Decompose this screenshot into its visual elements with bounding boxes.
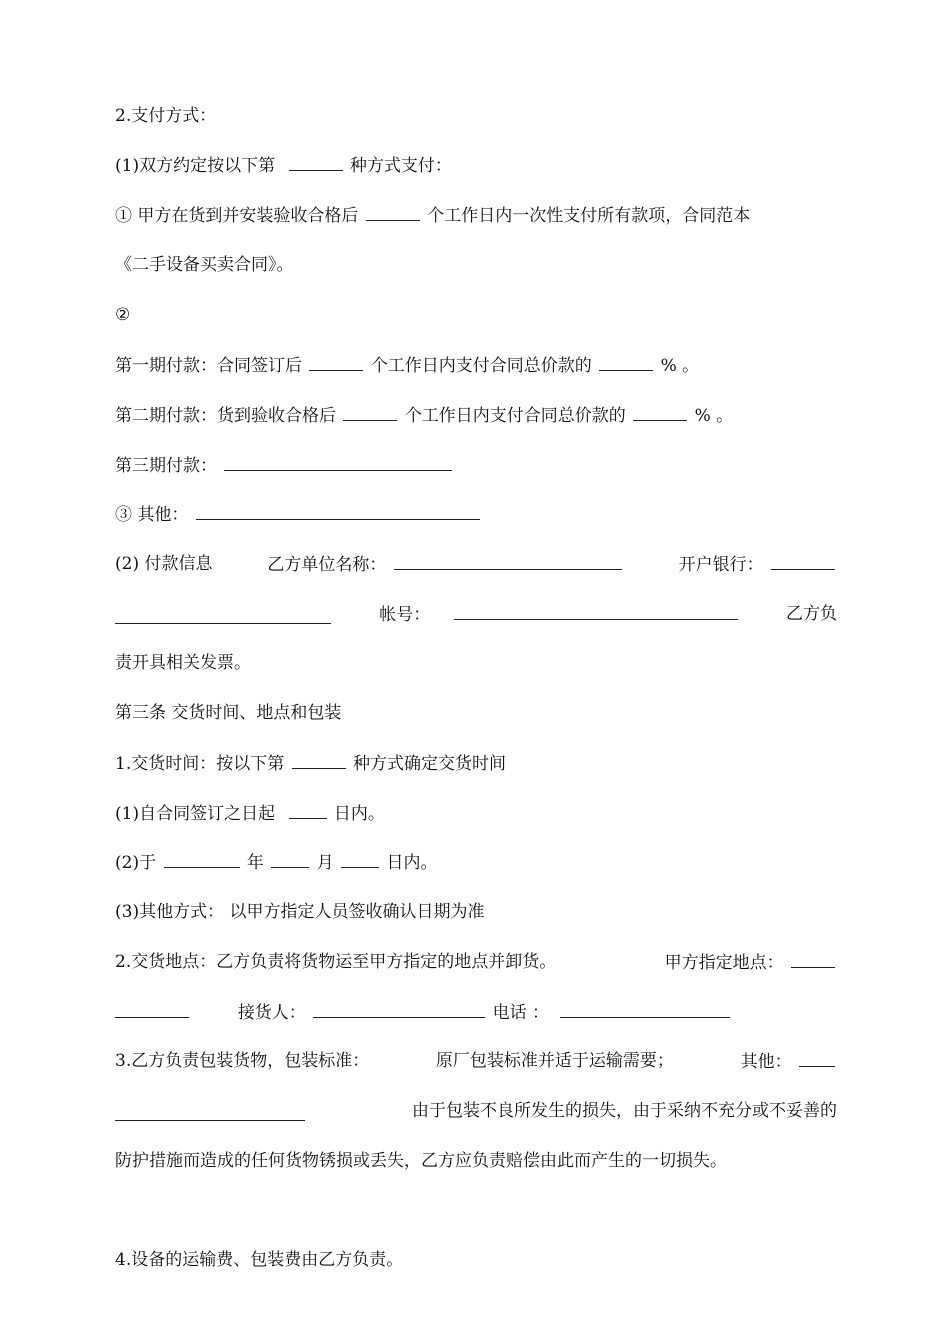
third-payment-blank[interactable] [224, 452, 452, 471]
first-payment [115, 352, 837, 378]
bank-blank[interactable] [771, 551, 835, 570]
time2-month: 月 [316, 853, 334, 873]
payment-heading [115, 103, 837, 129]
packaging-other-blank-cont[interactable] [115, 1102, 305, 1121]
packaging-loss-text: 由于包装不良所发生的损失，由于采纳不充分或不妥善的 [412, 1101, 837, 1121]
payment-option-3 [115, 501, 837, 527]
second-payment [115, 402, 837, 428]
payment-option-1-cont [115, 252, 837, 278]
bank-label: 开户银行： [678, 554, 764, 575]
invoice-text-b: 责开具相关发票。 [115, 653, 251, 673]
packaging [115, 1048, 837, 1074]
delivery-heading [115, 700, 837, 726]
option-intro-suffix: 种方式支付： [349, 156, 452, 176]
time2-month-blank[interactable] [271, 849, 309, 868]
delivery-time-suffix: 种方式确定交货时间 [353, 754, 507, 774]
packaging-standard: 原厂包装标准并适于运输需要； [435, 1051, 674, 1071]
delivery-place-text: 2.交货地点：乙方负责将货物运至甲方指定的地点并卸货。 [115, 952, 557, 972]
receiver-blank[interactable] [313, 999, 485, 1018]
delivery-time-2 [115, 849, 837, 875]
packaging-compensation-text: 防护措施而造成的任何货物锈损或丢失，乙方应负责赔偿由此而产生的一切损失。 [115, 1151, 727, 1171]
company-name-label: 乙方单位名称： [267, 554, 387, 575]
payment-info-row-3 [115, 650, 837, 676]
second-payment-days-blank[interactable] [343, 402, 397, 421]
first-payment-mid: 个工作日内支付合同总价款的 [370, 356, 592, 376]
time2-year-blank[interactable] [164, 849, 240, 868]
phone-blank[interactable] [560, 999, 730, 1018]
third-payment-text: 第三期付款： [115, 456, 217, 476]
delivery-time-3 [115, 899, 837, 925]
time2-day-blank[interactable] [341, 849, 379, 868]
time2-day: 日内。 [386, 853, 438, 873]
packaging-cont-2 [115, 1148, 837, 1174]
account-blank[interactable] [454, 601, 738, 620]
second-payment-percent-blank[interactable] [633, 402, 687, 421]
first-payment-suffix: % 。 [660, 356, 700, 376]
company-name-blank[interactable] [394, 551, 622, 570]
option-choice-blank[interactable] [289, 152, 343, 171]
time3-text: (3)其他方式： 以甲方指定人员签收确认日期为准 [115, 902, 485, 922]
payment-option-1 [115, 202, 837, 228]
option2-mark: ② [115, 305, 131, 325]
fees-text: 4.设备的运输费、包装费由乙方负责。 [115, 1250, 404, 1270]
time2-year: 年 [246, 853, 264, 873]
option1-suffix: 个工作日内一次性支付所有款项，合同范本 [427, 206, 751, 226]
option3-blank[interactable] [196, 501, 480, 520]
first-payment-percent-blank[interactable] [599, 352, 653, 371]
option-intro-text: (1)双方约定按以下第 [115, 156, 276, 176]
payment-info-row [115, 551, 837, 577]
bank-blank-cont[interactable] [115, 605, 331, 624]
designated-place-blank[interactable] [791, 949, 835, 968]
second-payment-text: 第二期付款：货到验收合格后 [115, 406, 336, 426]
delivery-heading-text: 第三条 交货时间、地点和包装 [115, 703, 342, 723]
delivery-time [115, 750, 837, 776]
option1-contract-name: 《二手设备买卖合同》。 [115, 255, 294, 275]
receiver-label: 接货人： [237, 1003, 306, 1023]
delivery-time-text: 1.交货时间：按以下第 [115, 754, 285, 774]
third-payment [115, 452, 837, 478]
packaging-other-blank[interactable] [799, 1048, 835, 1067]
time1-text: (1)自合同签订之日起 [115, 804, 276, 824]
payment-info-row-2 [115, 601, 837, 627]
designated-place-label: 甲方指定地点： [664, 952, 784, 973]
second-payment-suffix: % 。 [694, 406, 734, 426]
packaging-cont [115, 1098, 837, 1124]
time1-suffix: 日内。 [333, 804, 385, 824]
time2-text: (2)于 [115, 853, 157, 873]
delivery-time-choice-blank[interactable] [292, 750, 346, 769]
account-label: 帐号： [379, 604, 431, 625]
time1-days-blank[interactable] [289, 800, 327, 819]
packaging-other-label: 其他： [740, 1051, 792, 1072]
designated-place-blank-cont[interactable] [115, 999, 189, 1018]
option1-text: ① 甲方在货到并安装验收合格后 [115, 206, 359, 226]
second-payment-mid: 个工作日内支付合同总价款的 [404, 406, 626, 426]
fees-clause [115, 1247, 837, 1273]
phone-label: 电话 ： [492, 1003, 550, 1023]
payment-option-intro [115, 152, 837, 178]
packaging-text: 3.乙方负责包装货物，包装标准： [115, 1051, 370, 1071]
payment-option-2 [115, 302, 837, 328]
payment-heading-text: 2.支付方式： [115, 106, 217, 126]
invoice-text-a: 乙方负 [786, 604, 837, 624]
delivery-place [115, 949, 837, 975]
delivery-time-1 [115, 800, 837, 826]
delivery-contact [115, 999, 837, 1025]
first-payment-days-blank[interactable] [309, 352, 363, 371]
option3-text: ③ 其他： [115, 505, 189, 525]
payment-info-label: (2) 付款信息 [115, 554, 213, 574]
first-payment-text: 第一期付款：合同签订后 [115, 356, 302, 376]
option1-days-blank[interactable] [366, 202, 420, 221]
